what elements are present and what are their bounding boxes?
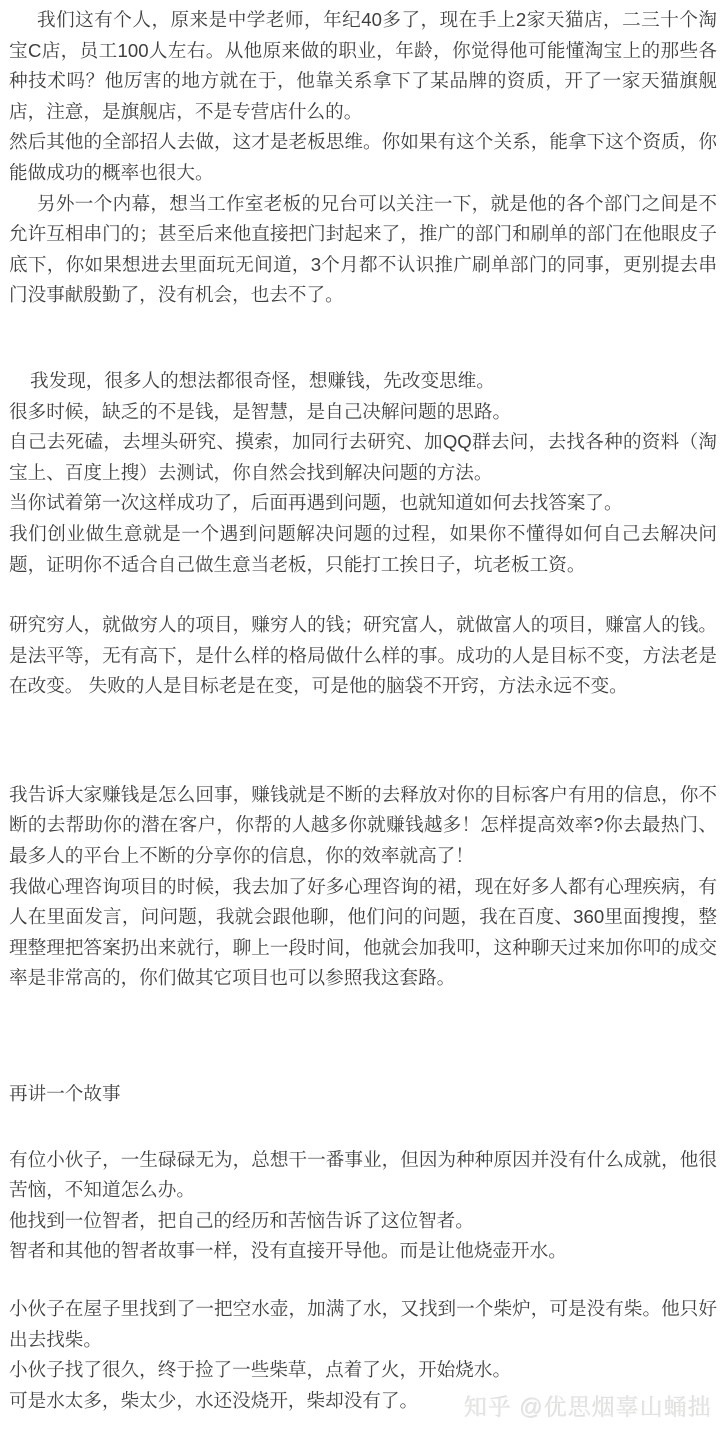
- article-paragraph: 另外一个内幕，想当工作室老板的兄台可以关注一下，就是他的各个部门之间是不允许互相串门的；甚至后来他直接把门封起来了，推广的部门和刷单的部门在他眼皮子底下，你如果想进去里面玩无间道，3个月都不认识推广刷单部门的同事，更别提去串门没事献殷勤了，没有机会，也去不了。: [9, 192, 717, 306]
- article-paragraph: 可是水太多，柴太少，水还没烧开，柴却没有了。: [9, 1389, 419, 1411]
- article-paragraph: 我做心理咨询项目的时候，我去加了好多心理咨询的裙，现在好多人都有心理疾病，有人在里面发言，问问题，我就会跟他聊，他们问的问题，我在百度、360里面搜搜，整理整理把答案扔出来就行，聊上一段时间，他就会加我叩，这种聊天过来加你叩的成交率是非常高的，你们做其它项目也可以参照我这套路。: [9, 875, 717, 989]
- article-paragraph: 自己去死磕，去埋头研究、摸索，加同行去研究、加QQ群去问，去找各种的资料（淘宝上、百度上搜）去测试，你自然会找到解决问题的方法。: [9, 431, 717, 483]
- article-paragraph: 再讲一个故事: [9, 1083, 121, 1105]
- article-paragraph: 然后其他的全部招人去做，这才是老板思维。你如果有这个关系，能拿下这个资质，你能做成功的概率也很大。: [9, 131, 717, 183]
- article-paragraph: 我告诉大家赚钱是怎么回事，赚钱就是不断的去释放对你的目标客户有用的信息，你不断的去帮助你的潜在客户，你帮的人越多你就赚钱越多！怎样提高效率?你去最热门、最多人的平台上不断的分享你的信息，你的效率就高了！: [9, 783, 717, 867]
- article-paragraph: 我们创业做生意就是一个遇到问题解决问题的过程，如果你不懂得如何自己去解决问题，证明你不适合自己做生意当老板，只能打工挨日子，坑老板工资。: [9, 522, 717, 575]
- article-paragraph: 当你试着第一次这样成功了，后面再遇到问题，也就知道如何去找答案了。: [9, 492, 623, 514]
- article-paragraph: 研究穷人，就做穷人的项目，赚穷人的钱；研究富人，就做富人的项目，赚富人的钱。是法平等，无有高下，是什么样的格局做什么样的事。成功的人是目标不变，方法老是在改变。 失败的人是目标老是在变，可是他的脑袋不开窍，方法永远不变。: [9, 614, 717, 697]
- article-paragraph: 他找到一位智者，把自己的经历和苦恼告诉了这位智者。: [9, 1209, 474, 1231]
- zhihu-watermark: 知乎 @优思烟辜山蛹拙: [464, 1394, 712, 1420]
- article-paragraph: 智者和其他的智者故事一样，没有直接开导他。而是让他烧壶开水。: [9, 1240, 567, 1262]
- article-paragraph: 有位小伙子，一生碌碌无为，总想干一番事业，但因为种种原因并没有什么成就，他很苦恼，不知道怎么办。: [9, 1148, 717, 1201]
- article-paragraph: 很多时候，缺乏的不是钱，是智慧，是自己决解问题的思路。: [9, 400, 512, 422]
- article-paragraph: 我们这有个人，原来是中学老师，年纪40多了，现在手上2家天猫店，二三十个淘宝C店，员工100人左右。从他原来做的职业，年龄，你觉得他可能懂淘宝上的那些各种技术吗？他厉害的地方就在于，他靠关系拿下了某品牌的资质，开了一家天猫旗舰店，注意，是旗舰店，不是专营店什么的。: [9, 9, 717, 122]
- article-paragraph: 我发现，很多人的想法都很奇怪，想赚钱，先改变思维。: [30, 369, 495, 391]
- article-paragraph: 小伙子在屋子里找到了一把空水壶，加满了水，又找到一个柴炉，可是没有柴。他只好出去找柴。: [9, 1298, 717, 1350]
- article-paragraph: 小伙子找了很久，终于捡了一些柴草，点着了火，开始烧水。: [9, 1359, 512, 1381]
